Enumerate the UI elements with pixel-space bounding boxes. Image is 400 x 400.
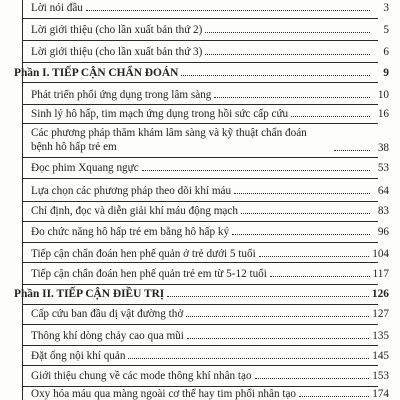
toc-entry-title: Oxy hóa máu qua màng ngoài cơ thể hay tim phổi nhân tạo <box>31 388 297 400</box>
divider <box>22 262 378 263</box>
toc-entry-title: Tiếp cận chẩn đoán hen phế quản ở trẻ dưới 5 tuổi <box>31 248 256 260</box>
toc-entry-page: 83 <box>377 205 389 217</box>
toc-entry-title: Lời giới thiệu (cho lần xuất bản thứ 2) <box>31 24 203 36</box>
toc-entry-title: Phát triển phổi ứng dụng trong lâm sàng <box>31 89 212 101</box>
divider <box>22 365 378 366</box>
toc-entry[interactable] <box>31 224 389 238</box>
toc-entry-title: Đặt ống nội khí quản <box>31 350 126 362</box>
leader-dots <box>142 170 370 171</box>
divider <box>22 242 378 243</box>
leader-dots <box>86 10 370 11</box>
leader-dots <box>259 256 370 257</box>
toc-entry-page: 53 <box>377 162 389 174</box>
leader-dots <box>205 32 370 33</box>
toc-entry-intro-2[interactable] <box>31 22 389 36</box>
leader-dots <box>128 358 369 359</box>
toc-entry-title: Lời nói đầu <box>31 2 83 14</box>
left-border-line <box>22 0 23 400</box>
divider <box>22 104 378 105</box>
toc-entry[interactable] <box>31 126 389 154</box>
toc-entry-page: 135 <box>372 330 389 342</box>
divider <box>22 284 378 285</box>
toc-entry-title: Chỉ định, đọc và diễn giải khí máu động mạch <box>31 205 238 217</box>
toc-entry[interactable] <box>31 246 389 260</box>
toc-entry-foreword[interactable] <box>31 0 389 14</box>
toc-part-title: Phần II. TIẾP CẬN ĐIỀU TRỊ <box>14 288 165 300</box>
leader-dots <box>186 316 369 317</box>
toc-part-title: Phần I. TIẾP CẬN CHẨN ĐOÁN <box>14 67 179 79</box>
toc-part-page: 126 <box>371 288 389 300</box>
leader-dots <box>187 338 369 339</box>
leader-dots <box>167 296 369 297</box>
toc-entry[interactable] <box>31 183 389 197</box>
toc-part-1-heading[interactable] <box>14 65 389 79</box>
toc-entry-title: Tiếp cận chẩn đoán hen phế quản trẻ em từ 5-12 tuổi <box>31 268 267 280</box>
divider <box>22 304 378 305</box>
leader-dots <box>270 276 370 277</box>
leader-dots <box>234 193 370 194</box>
divider <box>22 82 378 83</box>
divider <box>22 201 378 202</box>
leader-dots <box>232 234 370 235</box>
toc-entry[interactable] <box>31 386 389 400</box>
toc-entry-page: 96 <box>377 226 389 238</box>
leader-dots <box>255 378 370 379</box>
leader-dots <box>291 116 370 117</box>
divider <box>22 18 378 19</box>
toc-entry-title: Thông khí dòng chảy cao qua mũi <box>31 330 184 342</box>
divider <box>22 123 378 124</box>
toc-entry-page: 64 <box>377 185 389 197</box>
toc-part-page: 9 <box>383 67 389 79</box>
toc-entry[interactable] <box>31 87 389 101</box>
toc-entry-intro-3[interactable] <box>31 44 389 58</box>
toc-entry-page: 38 <box>377 142 389 154</box>
toc-entry-page: 153 <box>372 370 389 382</box>
toc-entry[interactable] <box>31 160 389 174</box>
leader-dots <box>299 396 369 397</box>
toc-entry[interactable] <box>31 368 389 382</box>
divider <box>22 178 378 179</box>
toc-entry-page: 5 <box>383 24 389 36</box>
toc-entry-page: 127 <box>372 308 389 320</box>
toc-entry-page: 16 <box>377 108 389 120</box>
toc-entry-page: 104 <box>372 248 389 260</box>
leader-dots <box>334 150 370 151</box>
toc-entry-page: 3 <box>383 2 389 14</box>
toc-entry[interactable] <box>31 266 389 280</box>
toc-part-2-heading[interactable] <box>14 286 389 300</box>
toc-entry-title: Đo chức năng hô hấp trẻ em bằng hô hấp ký <box>31 226 230 238</box>
divider <box>22 157 378 158</box>
divider <box>22 221 378 222</box>
leader-dots <box>214 97 370 98</box>
divider <box>22 62 378 63</box>
toc-entry-page: 145 <box>372 350 389 362</box>
leader-dots <box>205 54 370 55</box>
divider <box>22 40 378 41</box>
toc-entry-title: Lựa chọn các phương pháp theo dõi khí máu <box>31 185 232 197</box>
toc-entry-page: 174 <box>372 388 389 400</box>
toc-entry[interactable] <box>31 203 389 217</box>
toc-entry-title: Đọc phim Xquang ngực <box>31 162 139 174</box>
toc-entry-title: Sinh lý hô hấp, tim mạch ứng dụng trong hồi sức cấp cứu <box>31 108 289 120</box>
leader-dots <box>241 213 370 214</box>
toc-entry[interactable] <box>31 306 389 320</box>
toc-entry-page: 6 <box>383 46 389 58</box>
toc-entry-title: Các phương pháp thăm khám lâm sàng và kỹ thuật chẩn đoán bệnh hô hấp trẻ em <box>31 127 307 153</box>
divider <box>22 324 378 325</box>
toc-entry-title: Cấp cứu ban đầu dị vật đường thở <box>31 308 184 320</box>
toc-entry-page: 117 <box>372 268 389 280</box>
toc-entry[interactable] <box>31 348 389 362</box>
toc-entry-title: Lời giới thiệu (cho lần xuất bản thứ 3) <box>31 46 203 58</box>
divider <box>22 345 378 346</box>
toc-entry[interactable] <box>31 328 389 342</box>
leader-dots <box>181 75 370 76</box>
toc-entry-page: 10 <box>377 89 389 101</box>
toc-entry-title: Giới thiệu chung về các mode thông khí nhân tạo <box>31 370 252 382</box>
toc-entry[interactable] <box>31 106 389 120</box>
